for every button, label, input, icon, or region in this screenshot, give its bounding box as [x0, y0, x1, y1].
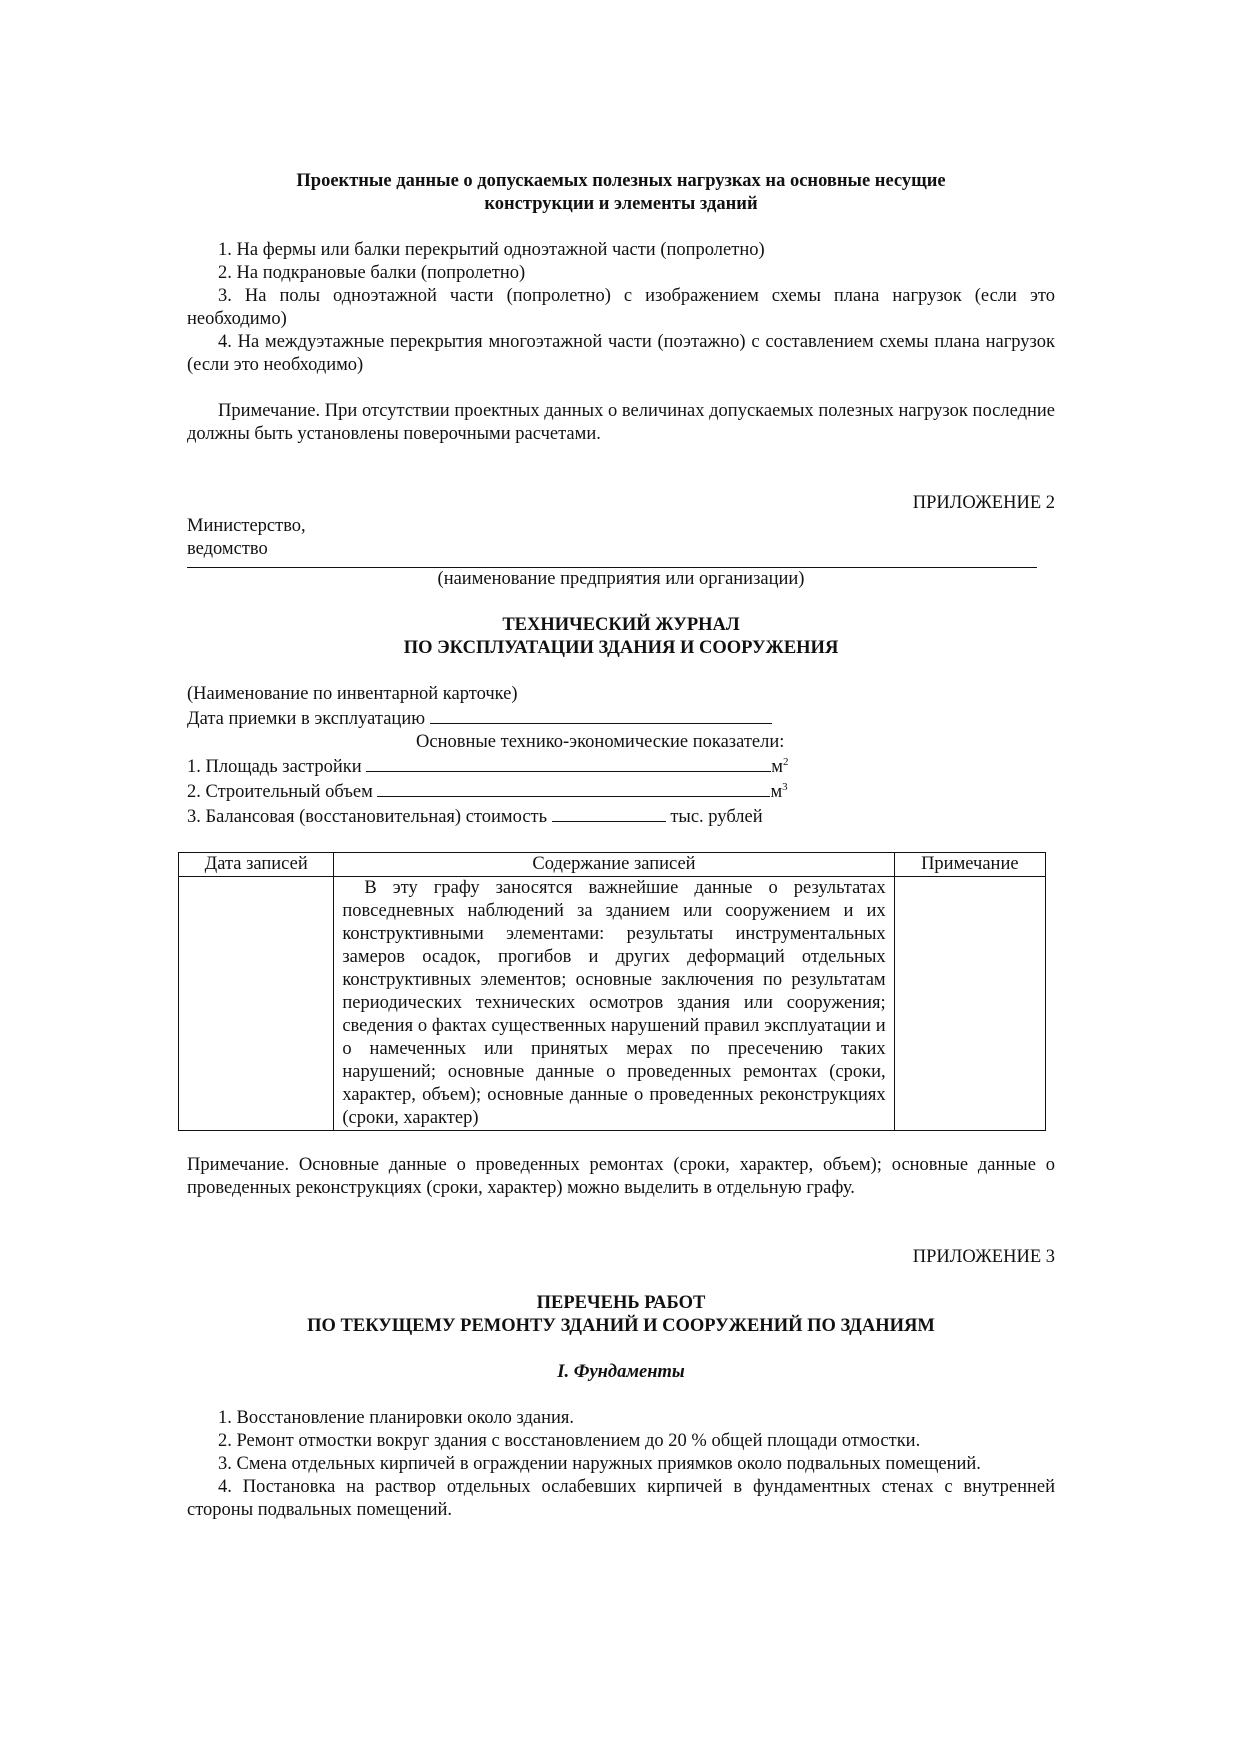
cell-content-text: В эту графу заносятся важнейшие данные о результатах повседневных наблюдений за зданием или сооружением и их конструктивными элементами: результаты инструментальных замеров осадок, прогибов и других деформаций отдельных конструктивных элементов; основные заключения по результатам периодических технических осмотров здания или сооружения; сведения о фактах существенных нарушений правил эксплуатации и о намеченных или принятых мерах по пресечению таких нарушений; основные данные о проведенных ремонтах (сроки, характер, объем); основные данные о проведенных реконструкциях (сроки, характер): [342, 878, 886, 1128]
journal-title: [187, 614, 1055, 660]
appendix2-note: Примечание. Основные данные о проведенных ремонтах (сроки, характер, объем); основные данные о проведенных реконструкциях (сроки, характер) можно выделить в отдельную графу.: [187, 1155, 1055, 1198]
cell-date: [179, 877, 334, 1131]
ministry-line1: Министерство,: [187, 516, 306, 536]
journal-title-line1: ТЕХНИЧЕСКИЙ ЖУРНАЛ: [502, 615, 740, 635]
cell-note: [894, 877, 1045, 1131]
acceptance-date-row: [187, 706, 1055, 731]
indicators-heading: Основные технико-экономические показатели:: [416, 732, 785, 752]
area-unit: м: [771, 757, 783, 777]
cost-blank: [552, 804, 666, 822]
repair-item-1: 1. Восстановление планировки около здания.: [218, 1408, 575, 1428]
appendix2-label: ПРИЛОЖЕНИЕ 2: [912, 493, 1055, 513]
section1-title: [187, 170, 1055, 216]
header-date: Дата записей: [179, 853, 334, 877]
section1-title-line1: Проектные данные о допускаемых полезных нагрузках на основные несущие: [296, 171, 946, 191]
section1-title-line2: конструкции и элементы зданий: [484, 194, 758, 214]
repair-item-2: 2. Ремонт отмостки вокруг здания с восстановлением до 20 % общей площади отмостки.: [218, 1431, 921, 1451]
section1-item-2: 2. На подкрановые балки (попролетно): [218, 263, 526, 283]
inventory-name: (Наименование по инвентарной карточке): [187, 684, 518, 704]
subsection-foundations: I. Фундаменты: [557, 1362, 685, 1382]
document-content: [187, 170, 1055, 1522]
area-blank: [366, 754, 771, 772]
journal-title-line2: ПО ЭКСПЛУАТАЦИИ ЗДАНИЯ И СООРУЖЕНИЯ: [403, 638, 839, 658]
area-row: [187, 754, 1055, 779]
volume-label: 2. Строительный объем: [187, 782, 373, 802]
section1-item-4: 4. На междуэтажные перекрытия многоэтажной части (поэтажно) с составлением схемы плана нагрузок (если это необходимо): [187, 332, 1055, 375]
section1-item-1: 1. На фермы или балки перекрытий одноэтажной части (попролетно): [218, 240, 765, 260]
journal-table-header: [179, 853, 1046, 877]
organization-caption: (наименование предприятия или организации): [437, 569, 805, 589]
section1-item-3: 3. На полы одноэтажной части (попролетно) с изображением схемы плана нагрузок (если это необходимо): [187, 286, 1055, 329]
header-content: Содержание записей: [334, 853, 894, 877]
volume-row: [187, 779, 1055, 804]
volume-unit: м: [770, 782, 783, 802]
ministry-line2: ведомство: [187, 539, 268, 559]
acceptance-date-blank: [430, 706, 772, 724]
area-label: 1. Площадь застройки: [187, 757, 362, 777]
cost-label: 3. Балансовая (восстановительная) стоимость: [187, 807, 548, 827]
repair-item-3: 3. Смена отдельных кирпичей в ограждении наружных приямков около подвальных помещений.: [218, 1454, 981, 1474]
repair-list-title-line1: ПЕРЕЧЕНЬ РАБОТ: [536, 1293, 706, 1313]
area-unit-sup: 2: [782, 756, 789, 768]
section1-note: Примечание. При отсутствии проектных данных о величинах допускаемых полезных нагрузок последние должны быть установлены поверочными расчетами.: [187, 401, 1055, 444]
volume-blank: [377, 779, 770, 797]
header-note: Примечание: [894, 853, 1045, 877]
journal-table: [178, 852, 1046, 1131]
repair-item-4: 4. Постановка на раствор отдельных ослабевших кирпичей в фундаментных стенах с внутренней стороны подвальных помещений.: [187, 1477, 1055, 1520]
appendix3-label: ПРИЛОЖЕНИЕ 3: [912, 1247, 1055, 1267]
acceptance-date-label: Дата приемки в эксплуатацию: [187, 709, 426, 729]
cost-unit: тыс. рублей: [670, 807, 763, 827]
table-row: [179, 877, 1046, 1131]
cost-row: [187, 804, 1055, 829]
volume-unit-sup: 3: [782, 781, 788, 793]
repair-list-title: [187, 1292, 1055, 1338]
cell-content: [334, 877, 894, 1131]
repair-list-title-line2: ПО ТЕКУЩЕМУ РЕМОНТУ ЗДАНИЙ И СООРУЖЕНИЙ ПО ЗДАНИЯМ: [307, 1316, 935, 1336]
organization-name-line: [187, 561, 1037, 568]
